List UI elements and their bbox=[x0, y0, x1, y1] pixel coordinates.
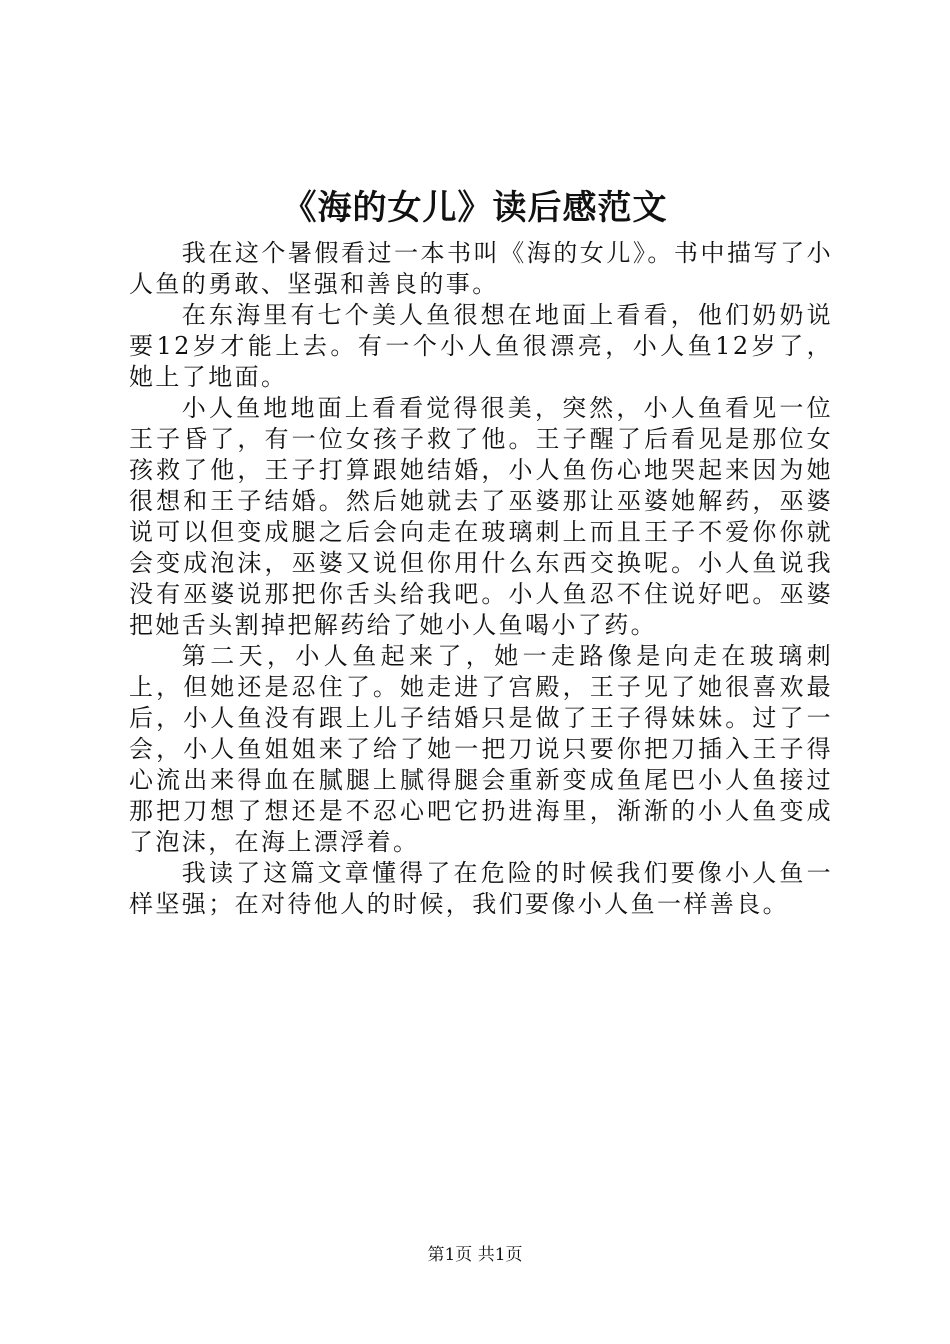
page-footer: 第1页 共1页 bbox=[427, 1245, 523, 1265]
paragraph: 我在这个暑假看过一本书叫《海的女儿》。书中描写了小人鱼的勇敢、坚强和善良的事。 bbox=[129, 239, 833, 298]
paragraph: 我读了这篇文章懂得了在危险的时候我们要像小人鱼一样坚强；在对待他人的时候，我们要像小人鱼一样善良。 bbox=[129, 859, 833, 918]
document-body bbox=[129, 238, 833, 920]
paragraph: 第二天，小人鱼起来了，她一走路像是向走在玻璃刺上，但她还是忍住了。她走进了宫殿，王子见了她很喜欢最后，小人鱼没有跟上儿子结婚只是做了王子得妹妹。过了一会，小人鱼姐姐来了给了她一把刀说只要你把刀插入王子得心流出来得血在腻腿上腻得腿会重新变成鱼尾巴小人鱼接过那把刀想了想还是不忍心吧它扔进海里，渐渐的小人鱼变成了泡沫，在海上漂浮着。 bbox=[129, 642, 833, 856]
paragraph: 在东海里有七个美人鱼很想在地面上看看，他们奶奶说要12岁才能上去。有一个小人鱼很漂亮，小人鱼12岁了，她上了地面。 bbox=[129, 301, 833, 391]
document-title: 《海的女儿》读后感范文 bbox=[282, 188, 668, 228]
paragraph: 小人鱼地地面上看看觉得很美，突然，小人鱼看见一位王子昏了，有一位女孩子救了他。王子醒了后看见是那位女孩救了他，王子打算跟她结婚，小人鱼伤心地哭起来因为她很想和王子结婚。然后她就去了巫婆那让巫婆她解药，巫婆说可以但变成腿之后会向走在玻璃刺上而且王子不爱你你就会变成泡沫，巫婆又说但你用什么东西交换呢。小人鱼说我没有巫婆说那把你舌头给我吧。小人鱼忍不住说好吧。巫婆把她舌头割掉把解药给了她小人鱼喝小了药。 bbox=[129, 394, 833, 639]
